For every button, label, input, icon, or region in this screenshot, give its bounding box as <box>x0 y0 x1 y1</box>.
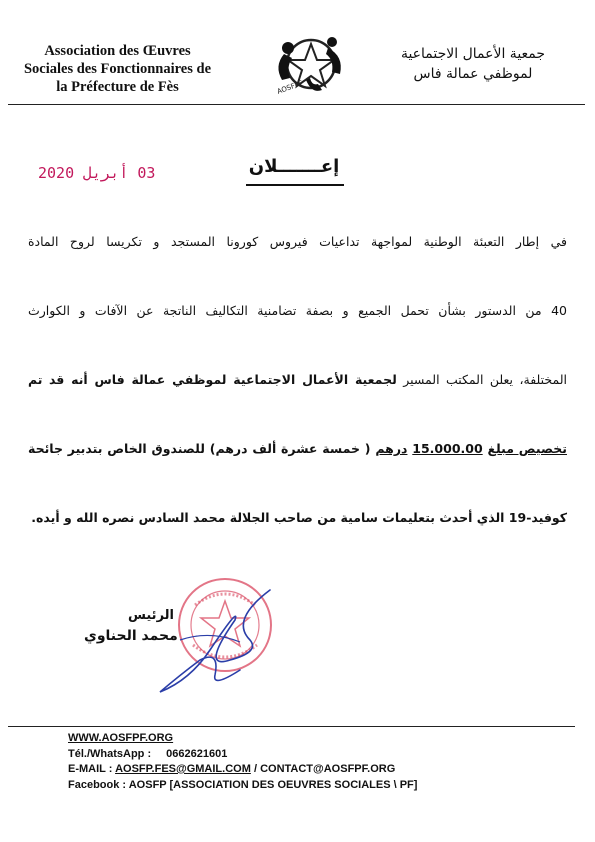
header-arabic <box>373 44 573 84</box>
body-line-4a: تخصيص مبلغ <box>487 441 567 456</box>
body-line-4c: ( خمسة عشرة ألف درهم) <box>209 441 371 456</box>
header-divider <box>8 104 585 105</box>
website-link[interactable]: WWW.AOSFPF.ORG <box>68 732 174 744</box>
facebook-page[interactable]: AOSFP [ASSOCIATION DES OEUVRES SOCIALES \ PF] <box>128 778 418 791</box>
email-link-2[interactable]: CONTACT@AOSFPF.ORG <box>260 763 396 775</box>
document-date: 03 أبريل 2020 <box>38 164 156 182</box>
body-line-2: 40 من الدستور بشأن تحمل الجميع و بصفة تضامنية التكاليف الناتجة عن الآفات و الكوارث <box>28 303 567 318</box>
footer-contacts <box>68 731 417 793</box>
handwritten-signature <box>140 580 280 700</box>
email-separator: / <box>253 763 257 775</box>
signatory-role: الرئيس <box>128 608 174 623</box>
body-amount: 15.000.00 <box>412 441 483 456</box>
footer-divider <box>8 726 575 727</box>
body-line-3c: تم <box>28 372 43 387</box>
header-fr-line1: Association des Œuvres <box>44 43 191 59</box>
body-line-3a: المختلفة، يعلن المكتب المسير <box>403 372 568 387</box>
email-link-1[interactable]: AOSFP.FES@GMAIL.COM <box>115 763 251 775</box>
header-french <box>10 42 225 96</box>
header-ar-line2: لموظفي عمالة فاس <box>413 66 533 82</box>
signatory-name: محمد الحناوي <box>84 628 178 644</box>
facebook-label: Facebook : <box>68 778 127 791</box>
body-line-5: كوفيد-19 الذي أحدث بتعليمات سامية من صاحب الجلالة محمد السادس نصره الله و أيده. <box>31 510 567 525</box>
phone-label: Tél./WhatsApp : <box>68 747 152 760</box>
body-line-3b: لجمعية الأعمال الاجتماعية لموظفي عمالة فاس أنه قد <box>48 372 397 387</box>
header-fr-line2: Sociales des Fonctionnaires de <box>23 61 212 77</box>
phone-number: 0662621601 <box>166 747 228 760</box>
body-line-4b: درهم <box>375 441 408 456</box>
logo-text: AOSFPF <box>275 79 304 96</box>
header-fr-line3: la Préfecture de Fès <box>56 79 179 95</box>
body-line-1: في إطار التعبئة الوطنية لمواجهة تداعيات فيروس كورونا المستجد و تكريسا لروح المادة <box>28 234 567 249</box>
header-ar-line1: جمعية الأعمال الاجتماعية <box>400 46 546 62</box>
body-line-4d: للصندوق الخاص بتدبير جائحة <box>28 441 205 456</box>
document-title: إعـــــــلان <box>248 156 340 177</box>
association-logo <box>268 28 350 98</box>
email-label: E-MAIL : <box>68 763 113 775</box>
body-line-3 <box>28 372 567 387</box>
title-underline <box>246 184 344 186</box>
body-line-4 <box>28 441 567 456</box>
signature-block <box>80 580 280 700</box>
